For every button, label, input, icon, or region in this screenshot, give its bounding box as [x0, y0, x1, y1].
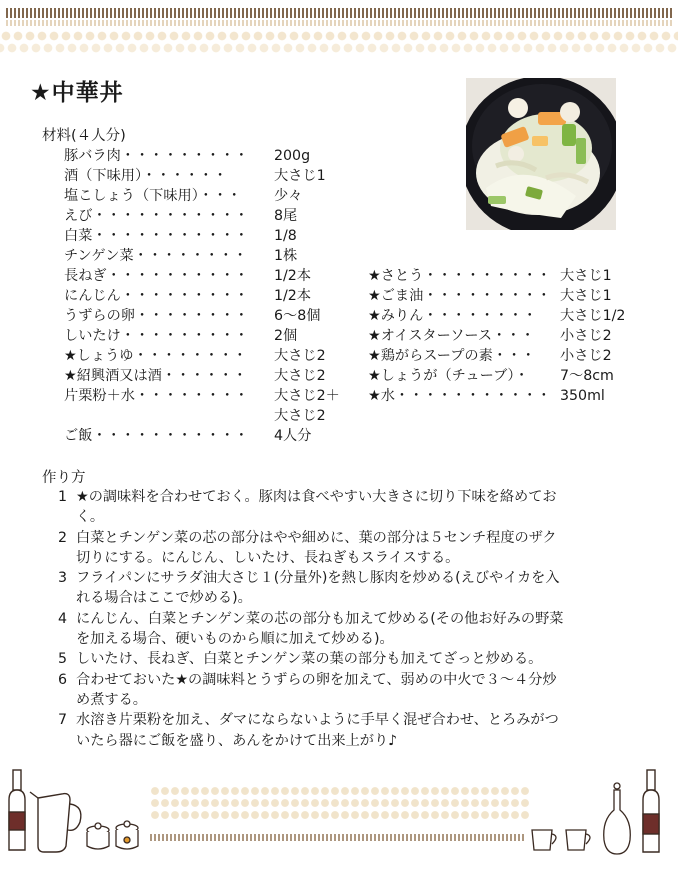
ingredient-name: 酒（下味用）・・・・・・ — [64, 168, 228, 184]
ingredient-amount: 小さじ2 — [560, 328, 612, 344]
step-item — [58, 487, 633, 528]
cup-icon — [532, 830, 556, 850]
cup-icon — [566, 830, 590, 850]
ingredient-name: 片栗粉＋水・・・・・・・・ — [64, 388, 249, 404]
ingredient-row — [64, 206, 297, 226]
step-text: フライパンにサラダ油大さじ１(分量外)を熱し豚肉を炒める(えびやイカを入 れる場合はここで炒める)。 — [76, 570, 560, 607]
step-number: 5 — [58, 651, 68, 668]
ingredient-row — [64, 366, 326, 386]
step-number: 6 — [58, 671, 68, 688]
ingredient-name: ★しょうが（チューブ）・ — [368, 368, 529, 384]
kitchenware-illustration — [0, 760, 678, 870]
step-text: 白菜とチンゲン菜の芯の部分はやや細めに、葉の部分は５センチ程度のザク 切りにする。にんじん、しいたけ、長ねぎもスライスする。 — [76, 529, 557, 566]
ingredient-name: ★オイスターソース・・・ — [368, 328, 535, 344]
ingredient-row — [368, 366, 614, 386]
ingredient-amount: 350ml — [560, 388, 605, 404]
ingredient-amount: 1/2本 — [274, 268, 312, 284]
ingredient-name: えび・・・・・・・・・・・ — [64, 208, 249, 224]
wine-bottle-icon — [643, 770, 659, 852]
ingredient-name: 塩こしょう（下味用）・・・ — [64, 188, 242, 204]
ingredient-amount: 大さじ2＋ — [274, 388, 340, 404]
ingredient-name: ★みりん・・・・・・・・ — [368, 308, 537, 324]
ingredient-name: チンゲン菜・・・・・・・・ — [64, 248, 248, 264]
ingredient-amount: 1/8 — [274, 228, 297, 244]
ingredient-amount: 大さじ1 — [560, 288, 612, 304]
ingredient-row — [64, 426, 311, 446]
ingredient-row — [368, 306, 625, 326]
ingredient-name: 豚バラ肉・・・・・・・・・ — [64, 148, 249, 164]
step-text: にんじん、白菜とチンゲン菜の芯の部分も加えて炒める(その他お好みの野菜 を加える場合、硬いものから順に加えて炒める)。 — [76, 610, 564, 648]
step-item — [58, 710, 633, 751]
ingredient-amount: 200g — [274, 148, 311, 164]
step-number: 1 — [58, 489, 68, 505]
ingredient-row — [64, 186, 302, 206]
ingredient-amount: 大さじ1 — [560, 268, 612, 284]
step-item — [58, 609, 633, 650]
ingredient-row — [64, 146, 310, 166]
step-item — [58, 568, 633, 609]
ingredient-row — [64, 266, 311, 286]
ingredient-row — [64, 166, 326, 186]
ingredient-amount: 大さじ1 — [274, 168, 326, 184]
ingredient-name: ★ごま油・・・・・・・・・ — [368, 288, 551, 304]
ingredient-row — [64, 326, 297, 346]
recipe-title: ★中華丼 — [30, 80, 124, 106]
step-text: 水溶き片栗粉を加え、ダマにならないように手早く混ぜ合わせ、とろみがつ いたら器にご飯を盛り、あんをかけて出来上がり♪ — [76, 712, 559, 749]
ingredient-name: ★鶏がらスープの素・・・ — [368, 348, 536, 364]
ingredient-row — [368, 286, 612, 306]
ingredient-amount: 6～8個 — [274, 308, 321, 324]
ingredient-amount: 小さじ2 — [560, 348, 612, 364]
ingredient-amount: 少々 — [274, 188, 303, 204]
ingredient-name: 白菜・・・・・・・・・・・ — [64, 228, 249, 244]
ingredient-name: うずらの卵・・・・・・・・ — [64, 308, 249, 324]
ingredient-amount: 8尾 — [274, 208, 298, 224]
ingredient-name: ★さとう・・・・・・・・・ — [368, 268, 551, 284]
decanter-icon — [604, 783, 631, 854]
step-item — [58, 670, 633, 711]
method-steps — [58, 487, 633, 751]
pitcher-icon — [30, 792, 81, 852]
ingredient-name: ★しょうゆ・・・・・・・・ — [64, 348, 247, 364]
ingredient-row — [368, 266, 612, 286]
step-item — [58, 649, 633, 669]
method-heading: 作り方 — [42, 470, 86, 486]
ingredient-amount: 7～8cm — [560, 368, 614, 384]
ingredient-amount: 大さじ2 — [274, 348, 326, 364]
ingredient-row — [64, 246, 297, 266]
ingredient-name: ★水・・・・・・・・・・・ — [368, 388, 551, 404]
step-number: 3 — [58, 570, 68, 587]
ingredient-row — [64, 226, 297, 246]
ingredient-amount: 大さじ2 — [274, 368, 326, 384]
ingredient-amount-continued: 大さじ2 — [274, 408, 326, 424]
step-text: ★の調味料を合わせておく。豚肉は食べやすい大きさに切り下味を絡めてお く。 — [76, 489, 557, 526]
ingredient-name: しいたけ・・・・・・・・・ — [64, 328, 249, 344]
ingredient-name: 長ねぎ・・・・・・・・・・ — [64, 268, 249, 284]
step-number: 4 — [58, 610, 68, 627]
ingredient-row — [64, 386, 340, 406]
ingredient-row — [64, 306, 320, 326]
dish-photo-illustration — [466, 78, 616, 230]
step-item — [58, 528, 633, 569]
step-number: 7 — [58, 712, 68, 729]
ingredient-amount: 1株 — [274, 248, 298, 264]
ingredient-row — [368, 386, 605, 406]
ingredient-row — [64, 286, 311, 306]
ingredient-name: にんじん・・・・・・・・・ — [64, 288, 249, 304]
ingredient-row — [368, 346, 612, 366]
ingredient-amount: 2個 — [274, 328, 298, 344]
ingredient-amount: 1/2本 — [274, 288, 312, 304]
wine-bottle-icon — [9, 770, 25, 850]
decorative-top-border — [0, 0, 678, 58]
materials-heading: 材料(４人分) — [42, 128, 126, 144]
ingredient-name: ご飯・・・・・・・・・・・ — [64, 428, 249, 444]
ingredient-amount: 大さじ1/2 — [560, 308, 626, 324]
jar-icon — [87, 823, 109, 849]
ingredient-name: ★紹興酒又は酒・・・・・・ — [64, 368, 247, 384]
step-number: 2 — [58, 529, 68, 546]
dish-photo — [466, 78, 616, 230]
step-text: しいたけ、長ねぎ、白菜とチンゲン菜の葉の部分も加えてざっと炒める。 — [76, 651, 543, 668]
step-text: 合わせておいた★の調味料とうずらの卵を加えて、弱めの中火で３～４分炒 め煮する。 — [76, 671, 557, 708]
jar-icon — [116, 821, 138, 849]
ingredient-row — [368, 326, 612, 346]
ingredient-row — [64, 346, 326, 366]
ingredient-amount: 4人分 — [274, 428, 312, 444]
